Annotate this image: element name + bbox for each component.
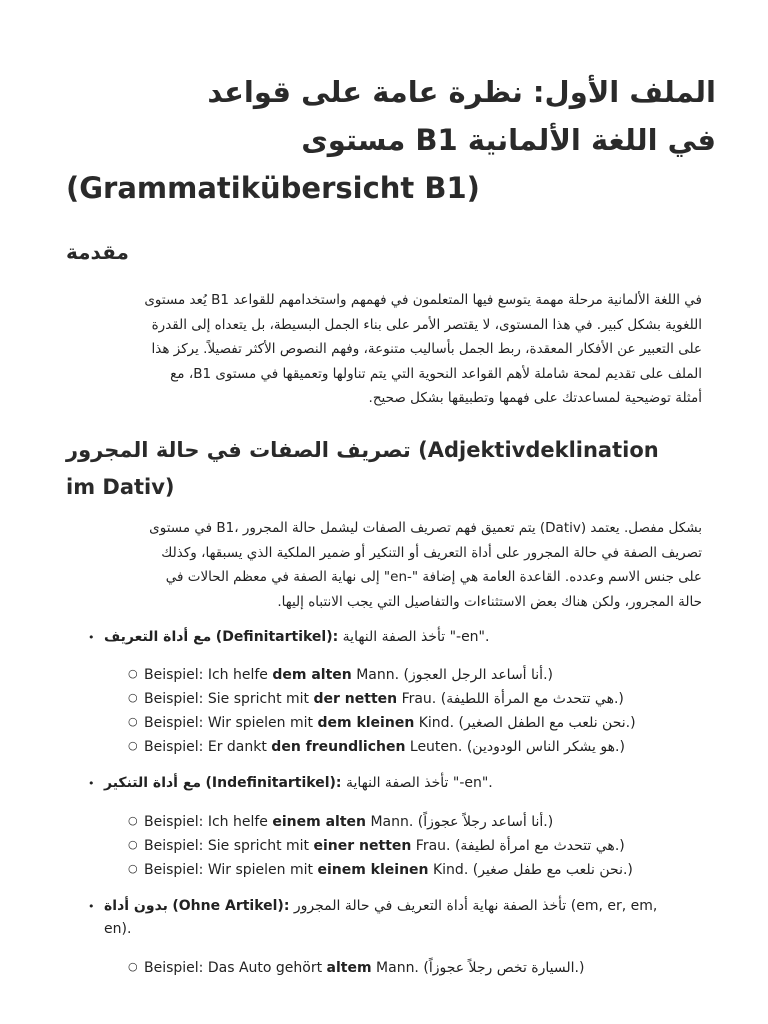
section-heading-ar: تصريف الصفات في حالة المجرور — [66, 438, 411, 462]
bullet-rule: تأخذ الصفة النهاية — [342, 629, 446, 645]
title-line-1: الملف الأول: نظرة عامة على قواعد — [207, 75, 716, 109]
intro-line: الملف على تقديم لمحة شاملة لأهم القواعد النحوية التي يتم تناولها وتعميقها في مستوى B1، مع — [170, 365, 702, 382]
bullet-rule-end: (em, er, em, — [570, 898, 658, 914]
bullet-marker: • — [88, 631, 95, 644]
section-line: حالة المجرور، ولكن هناك بعض الاستثناءات والتفاصيل التي يجب الانتباه إليها. — [277, 593, 702, 610]
intro-line: في اللغة الألمانية مرحلة مهمة يتوسع فيها المتعلمون في فهمهم واستخدامهم للقواعد B1 يُعد مستوى — [144, 292, 702, 308]
document-page: الملف الأول: نظرة عامة على قواعد في اللغة الألمانية B1 مستوى (Grammatikübersicht B1) مقدمة في اللغة الألمانية مرحلة مهمة يتوسع فيها المتعلمون في فهمهم واستخدامهم للقواعد B1 يُعد مستوى اللغوية بشكل كبير. في هذا المستوى، لا يقتصر الأمر على بناء الجمل البسيطة، بل يتعداه إلى القدرة على التعبير عن الأفكار المعقدة، ربط الجمل بأساليب متنوعة، وفهم النصوص الأكثر تفصيلاً. يركز هذا الملف على تقديم لمحة شاملة لأهم القواعد النحوية التي يتم تناولها وتعميقها في مستوى B1، مع أمثلة توضيحية لمساعدتك على فهمها وتطبيقها بشكل صحيح. تصريف الصفات في حالة المجرور (Adjektivdeklination im Dativ) بشكل مفصل. يعتمد (Dativ) يتم تعميق فهم تصريف الصفات ليشمل حالة المجرور ،B1 في مستوى تصريف الصفة في حالة المجرور على أداة التعريف أو التنكير أو ضمير الملكية الذي يسبقها، وكذلك على جنس الاسم وعدده. القاعدة العامة هي إضافة "-en" إلى نهاية الصفة في معظم الحالات في حالة المجرور، ولكن هناك بعض الاستثناءات والتفاصيل التي يجب الانتباه إليها. • مع أداة التعريف (Definitartikel): تأخذ الصفة النهاية "-en". ○ Beispiel: Ich helfe dem alten Mann. (أنا أساعد الرجل العجوز.) ○ Beispiel: Sie spricht mit der netten Frau. (هي تتحدث مع المرأة اللطيفة.) ○ Beispiel: Wir spielen mit dem kleinen Kind. (نحن نلعب مع الطفل الصغير.) ○ Beispiel: Er dankt den freundlichen Leuten. (هو يشكر الناس الودودين.) • مع أداة التنكير (Indefinitartikel): تأخذ الصفة النهاية "-en". ○ Beispiel: Ich helfe einem alten Mann. (أنا أساعد رجلاً عجوزاً.) ○ Beispiel: Sie spricht mit einer netten Frau. (هي تتحدث مع امرأة لطيفة.) ○ Beispiel: Wir spielen mit einem kleinen Kind. (نحن نلعب مع طفل صغير.) • بدون أداة (Ohne Artikel): تأخذ الصفة نهاية أداة التعريف في حالة المجرور (em, er, em, en). ○ Beispiel: Das Auto gehört altem Mann. (السيارة تخص رجلاً عجوزاً.) — [0, 0, 768, 1024]
example-translation: (السيارة تخص رجلاً عجوزاً.) — [423, 960, 585, 976]
intro-line: أمثلة توضيحية لمساعدتك على فهمها وتطبيقها بشكل صحيح. — [368, 390, 702, 406]
section-heading-de: (Adjektivdeklination — [418, 438, 659, 462]
bullet-rule: تأخذ الصفة نهاية أداة التعريف في حالة المجرور — [293, 898, 567, 914]
bullet-label-ar: مع أداة التنكير — [104, 775, 202, 791]
bullet-rule: تأخذ الصفة النهاية — [345, 775, 449, 791]
title-line-2: في اللغة الألمانية B1 مستوى — [301, 123, 716, 157]
intro-heading: مقدمة — [66, 240, 129, 264]
bullet-label-de: (Ohne Artikel): — [172, 898, 290, 914]
bullet-label-de: (Indefinitartikel): — [205, 775, 342, 791]
section-line: على جنس الاسم وعدده. القاعدة العامة هي إضافة "-en" إلى نهاية الصفة في معظم الحالات في — [165, 569, 702, 585]
intro-line: على التعبير عن الأفكار المعقدة، ربط الجمل بأساليب متنوعة، وفهم النصوص الأكثر تفصيلاً. يركز هذا — [151, 341, 702, 357]
example-translation: (هو يشكر الناس الودودين.) — [466, 739, 625, 755]
page-title — [66, 68, 716, 212]
section-heading — [66, 432, 706, 506]
example-translation: (أنا أساعد رجلاً عجوزاً.) — [417, 814, 554, 830]
bullet-label-de: (Definitartikel): — [215, 629, 339, 645]
bullet-marker: • — [88, 777, 95, 790]
section-heading-de-cont: im Dativ) — [66, 475, 175, 499]
section-line: تصريف الصفة في حالة المجرور على أداة التعريف أو التنكير أو ضمير الملكية الذي يسبقها، وكذلك — [161, 544, 702, 561]
intro-line: اللغوية بشكل كبير. في هذا المستوى، لا يقتصر الأمر على بناء الجمل البسيطة، بل يتعداه إلى القدرة — [151, 316, 702, 333]
bullet-rule-end: "-en". — [449, 629, 490, 645]
example-translation: (نحن نلعب مع الطفل الصغير.) — [458, 715, 636, 731]
section-line: بشكل مفصل. يعتمد (Dativ) يتم تعميق فهم تصريف الصفات ليشمل حالة المجرور ،B1 في مستوى — [149, 520, 702, 536]
example-translation: (هي تتحدث مع امرأة لطيفة.) — [454, 838, 625, 854]
bullet-rule-cont: en). — [104, 921, 132, 937]
intro-paragraph — [66, 288, 702, 411]
example-translation: (نحن نلعب مع طفل صغير.) — [472, 862, 633, 878]
bullet-text — [104, 772, 493, 795]
section-paragraph — [66, 516, 702, 614]
bullet-rule-end: "-en". — [452, 775, 493, 791]
bullet-label-ar: بدون أداة — [104, 898, 168, 914]
example-translation: (هي تتحدث مع المرأة اللطيفة.) — [440, 691, 624, 707]
title-line-3: (Grammatikübersicht B1) — [66, 171, 480, 205]
example-translation: (أنا أساعد الرجل العجوز.) — [403, 667, 553, 683]
bullet-label-ar: مع أداة التعريف — [104, 629, 212, 645]
bullet-text — [104, 895, 657, 918]
bullet-marker: • — [88, 900, 95, 913]
bullet-text — [104, 626, 489, 649]
